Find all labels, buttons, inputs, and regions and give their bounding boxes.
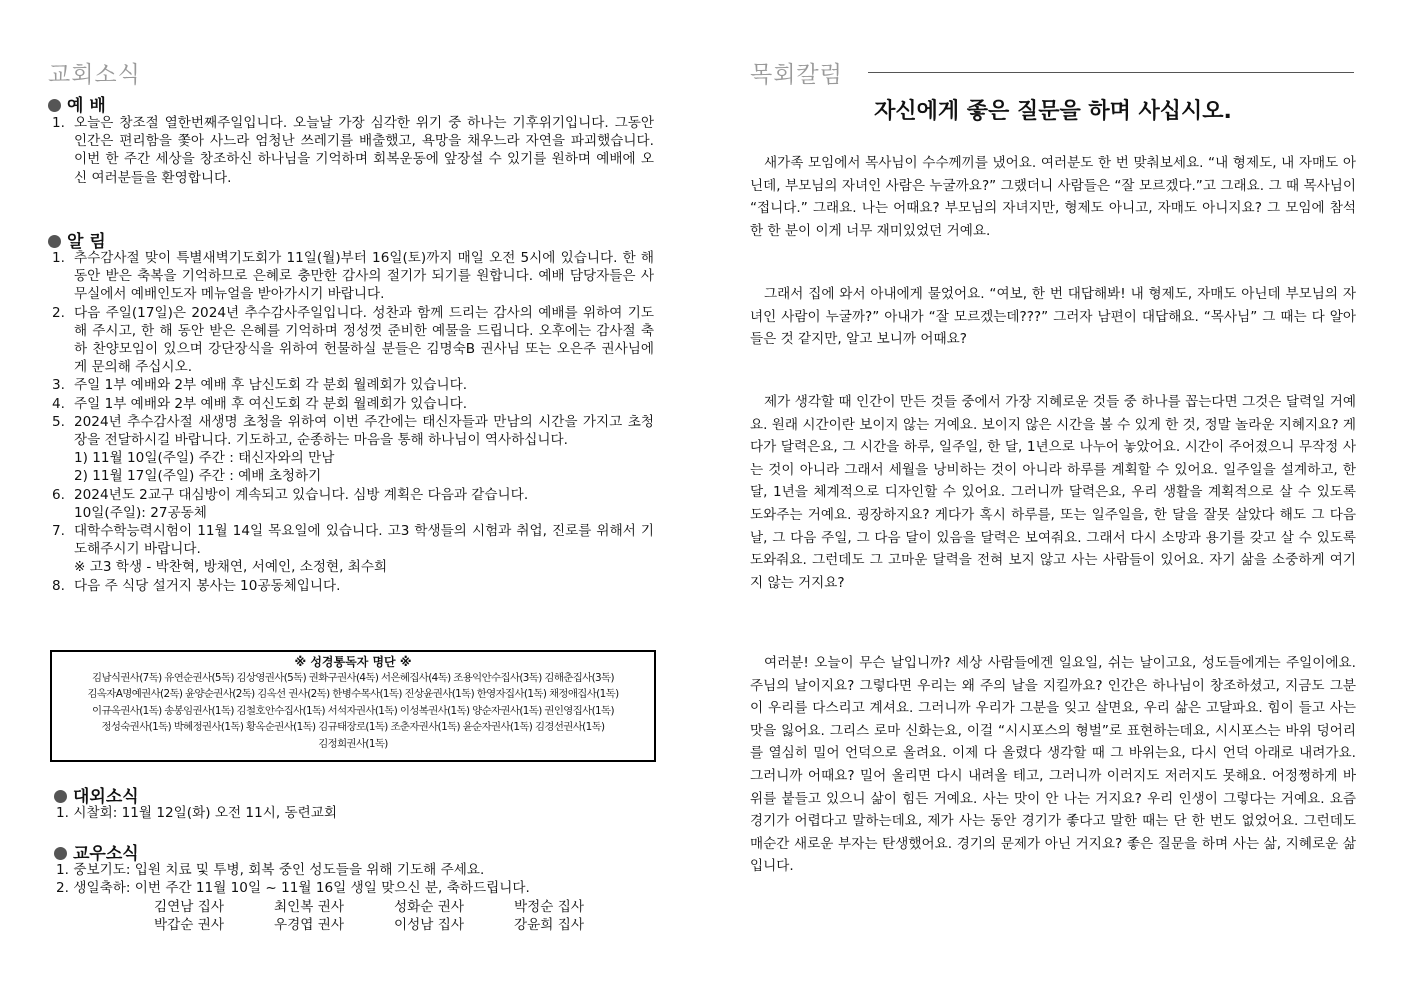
bullet-dot-icon bbox=[48, 235, 61, 248]
item-text: 추수감사절 맞이 특별새벽기도회가 11일(월)부터 16일(토)까지 매일 오전 5시에 있습니다. 한 해 동안 받은 축복을 기억하므로 은혜로 충만한 감사의 절기가 되기를 원합니다. 예배 담당자들은 사무실에서 예배인도자 메뉴얼을 받아가시기 바랍니다. bbox=[74, 250, 654, 303]
notice-subitem: 2) 11월 17일(주일) 주간 : 예배 초청하기 bbox=[74, 468, 322, 485]
item-text: 2024년도 2교구 대심방이 계속되고 있습니다. 심방 계획은 다음과 같습니다. bbox=[74, 486, 529, 503]
column-paragraph: 새가족 모임에서 목사님이 수수께끼를 냈어요. 여러분도 한 번 맞춰보세요. “내 형제도, 내 자매도 아닌데, 부모님의 자녀인 사람은 누굴까요?” 그랬더니 사람들은 “잘 모르겠다.”고 그래요. 그 때 목사님이 “접니다.” 그래요. 나는 어때요? 부모님의 자녀지만, 형제도 아니고, 자매도 아니지요? 그 모임에 참석한 한 분이 이게 너무 재미있었던 거예요. bbox=[750, 155, 1356, 239]
item-text: 생일축하: 이번 주간 11월 10일 ~ 11월 16일 생일 맞으신 분, 축하드립니다. bbox=[73, 880, 530, 896]
item-number: 5. bbox=[52, 413, 65, 430]
external-item bbox=[56, 804, 337, 822]
readers-line: 김정희권사(1독) bbox=[318, 737, 388, 750]
worship-heading bbox=[48, 91, 106, 116]
item-number: 3. bbox=[52, 377, 65, 394]
column-headline: 자신에게 좋은 질문을 하며 사십시오. bbox=[874, 99, 1232, 124]
birthday-name: 최인복 권사 bbox=[274, 899, 344, 915]
column-paragraph: 여러분! 오늘이 무슨 날입니까? 세상 사람들에겐 일요일, 쉬는 날이고요, 성도들에게는 주일이에요. 주님의 날이지요? 그렇다면 우리는 왜 주의 날을 지킬까요? 인간은 하나님이 창조하셨고, 지금도 그분이 우리를 다스리고 계셔요. 그러니까 우리가 그분을 잊고 살면요, 우리 삶은 고달파요. 힘이 들고 사는 맛을 잃어요. 그리스 로마 신화는요, 이걸 “시시포스의 형벌”로 표현하는데요, 시시포스는 바위 덩어리를 열심히 밀어 언덕으로 올려요. 이제 다 올렸다 생각할 때 그 바위는요, 다시 언덕 아래로 내려가요. 그러니까 어때요? 밀어 올리면 다시 내려올 테고, 그러니까 이러지도 저러지도 못해요. 어정쩡하게 바위를 붙들고 있으니 삶이 힘든 거예요. 사는 맛이 안 나는 거지요? 우리 인생이 그렇다는 거예요. 요즘 경기가 어렵다고 말하는데요, 제가 사는 동안 경기가 좋다고 말한 때는 단 한 번도 없었어요. 그런데도 매순간 새로운 부자는 탄생했어요. 경기의 문제가 아닌 거지요? 좋은 질문을 하며 사는 삶, 지혜로운 삶입니다. bbox=[750, 655, 1356, 875]
column-paragraph: 그래서 집에 와서 아내에게 물었어요. “여보, 한 번 대답해봐! 내 형제도, 자매도 아닌데 부모님의 자녀인 사람이 누굴까?” 아내가 “잘 모르겠는데???” 그러자 남편이 대답해요. “목사님” 그 때는 다 알아 들은 것 같지만, 알고 보니까 어때요? bbox=[750, 286, 1356, 348]
item-text: 주일 1부 예배와 2부 예배 후 여신도회 각 분회 월례회가 있습니다. bbox=[74, 395, 468, 412]
bullet-dot-icon bbox=[54, 790, 67, 803]
item-number: 8. bbox=[52, 577, 65, 594]
item-number: 2. bbox=[56, 880, 69, 896]
notice-subitem: ※ 고3 학생 - 박찬혁, 방채연, 서예인, 소정현, 최수희 bbox=[74, 559, 388, 576]
column-paragraph: 제가 생각할 때 인간이 만든 것들 중에서 가장 지혜로운 것들 중 하나를 꼽는다면 그것은 달력일 거예요. 원래 시간이란 보이지 않는 거예요. 보이지 않은 시간을 볼 수 있게 한 것, 정말 놀라운 지혜지요? 게다가 달력은요, 그 시간을 하루, 일주일, 한 달, 1년으로 나누어 놓았어요. 시간이 주어졌으니 무작정 사는 것이 아니라 그래서 세월을 낭비하는 것이 아니라 하루를 계획할 수 있어요. 일주일을 설계하고, 한 달, 1년을 체계적으로 디자인할 수 있어요. 그러니까 달력은요, 우리 생활을 계획적으로 살 수 있도록 도와주는 거예요. 굉장하지요? 게다가 혹시 하루를, 또는 일주일을, 한 달을 잘못 살았다 해도 그 다음 날, 그 다음 주일, 그 다음 달이 있음을 달력은 보여줘요. 그래서 다시 소망과 용기를 갖고 살 수 있도록 도와줘요. 그런데도 그 고마운 달력을 전혀 보지 않고 사는 사람들이 있어요. 자기 삶을 소중하게 여기지 않는 거지요? bbox=[750, 394, 1356, 591]
notice-item bbox=[52, 522, 654, 577]
notice-item bbox=[52, 395, 654, 413]
bible-readers-box bbox=[50, 650, 656, 762]
readers-line: 김옥자A명예권사(2독) 윤양순권사(2독) 김옥선 권사(2독) 한병수목사(1독) 진상윤권사(1독) 한영자집사(1독) 채정애집사(1독) bbox=[87, 688, 619, 701]
item-text: 다음 주일(17일)은 2024년 추수감사주일입니다. 성찬과 함께 드리는 감사의 예배를 위하여 기도해 주시고, 한 해 동안 받은 은혜를 기억하며 정성껏 준비한 예물을 드립니다. 오후에는 감사절 축하 찬양모임이 있으며 강단장식을 위하여 헌물하실 분들은 김명숙B 권사님 또는 오은주 권사님에게 문의해 주십시오. bbox=[74, 304, 654, 376]
notice-item bbox=[52, 486, 654, 522]
notice-item bbox=[52, 577, 654, 595]
item-number: 6. bbox=[52, 486, 65, 503]
members-item bbox=[56, 879, 530, 897]
members-item bbox=[56, 861, 484, 879]
notice-item bbox=[52, 376, 654, 394]
item-text: 주일 1부 예배와 2부 예배 후 남신도회 각 분회 월례회가 있습니다. bbox=[74, 377, 468, 394]
item-text: 대학수학능력시험이 11월 14일 목요일에 있습니다. 고3 학생들의 시험과 취업, 진로를 위해서 기도해주시기 바랍니다. bbox=[74, 523, 654, 558]
news-section-title: 교회소식 bbox=[48, 62, 141, 88]
column-section-title: 목회칼럼 bbox=[750, 62, 843, 88]
notice-item bbox=[52, 413, 654, 486]
notices-heading-label: 알 림 bbox=[67, 232, 106, 252]
readers-line: 이규옥권사(1독) 송봉임권사(1독) 김철호안수집사(1독) 서석자권사(1독) 이성복권사(1독) 양순자권사(1독) 권인영집사(1독) bbox=[92, 704, 614, 717]
notice-item bbox=[52, 249, 654, 304]
notice-subitem: 10일(주일): 27공동체 bbox=[74, 504, 207, 521]
item-text: 2024년 추수감사절 새생명 초청을 위하여 이번 주간에는 태신자들과 만남의 시간을 가지고 초청장을 전달하시길 바랍니다. 기도하고, 순종하는 마음을 통해 하나님이 역사하십니다. bbox=[74, 413, 654, 449]
item-text: 시찰회: 11월 12일(화) 오전 11시, 동련교회 bbox=[73, 805, 338, 821]
item-number: 1. bbox=[56, 862, 69, 878]
birthday-row bbox=[154, 898, 634, 916]
birthday-name: 이성남 집사 bbox=[394, 917, 464, 933]
members-heading-label: 교우소식 bbox=[73, 844, 139, 864]
notices-list bbox=[52, 249, 654, 595]
bullet-dot-icon bbox=[54, 847, 67, 860]
title-rule bbox=[868, 72, 1354, 73]
readers-line: 김남식권사(7독) 유연순권사(5독) 김상영권사(5독) 권화구권사(4독) 서은혜집사(4독) 조용익안수집사(3독) 김해춘집사(3독) bbox=[92, 672, 614, 684]
birthday-name: 강윤희 집사 bbox=[514, 917, 584, 933]
birthday-name: 김연남 집사 bbox=[154, 899, 224, 915]
worship-item bbox=[52, 114, 654, 187]
birthday-row bbox=[154, 916, 634, 934]
worship-list bbox=[52, 114, 654, 187]
birthday-name: 성화순 권사 bbox=[394, 899, 464, 915]
readers-title: ※ 성경통독자 명단 ※ bbox=[294, 655, 412, 669]
item-number: 1. bbox=[56, 805, 69, 821]
item-text: 중보기도: 입원 치료 및 투병, 회복 중인 성도들을 위해 기도해 주세요. bbox=[73, 862, 485, 878]
item-text: 오늘은 창조절 열한번째주일입니다. 오늘날 가장 심각한 위기 중 하나는 기후위기입니다. 그동안 인간은 편리함을 쫓아 사느라 엄청난 쓰레기를 배출했고, 욕망을 채우느라 자연을 파괴했습니다. 이번 한 주간 세상을 창조하신 하나님을 기억하며 회복운동에 앞장설 수 있기를 원하며 예배에 오신 여러분들을 환영합니다. bbox=[74, 115, 654, 186]
item-number: 4. bbox=[52, 395, 65, 412]
birthday-name: 박갑순 권사 bbox=[154, 917, 224, 933]
item-number: 1. bbox=[52, 115, 65, 131]
item-number: 1. bbox=[52, 250, 65, 266]
birthday-name: 박정순 집사 bbox=[514, 899, 584, 915]
item-number: 7. bbox=[52, 523, 65, 540]
readers-line: 정성숙권사(1독) 박혜정권사(1독) 황옥순권사(1독) 김규태장로(1독) 조춘자권사(1독) 윤순자권사(1독) 김경선권사(1독) bbox=[101, 721, 605, 734]
external-heading-label: 대외소식 bbox=[73, 787, 139, 807]
item-text: 다음 주 식당 설거지 봉사는 10공동체입니다. bbox=[74, 577, 341, 594]
bullet-dot-icon bbox=[48, 99, 61, 112]
notice-subitem: 1) 11월 10일(주일) 주간 : 태신자와의 만남 bbox=[74, 450, 335, 467]
worship-heading-label: 예 배 bbox=[67, 96, 106, 116]
birthday-name: 우경엽 권사 bbox=[274, 917, 344, 933]
notice-item bbox=[52, 304, 654, 377]
item-number: 2. bbox=[52, 304, 65, 321]
